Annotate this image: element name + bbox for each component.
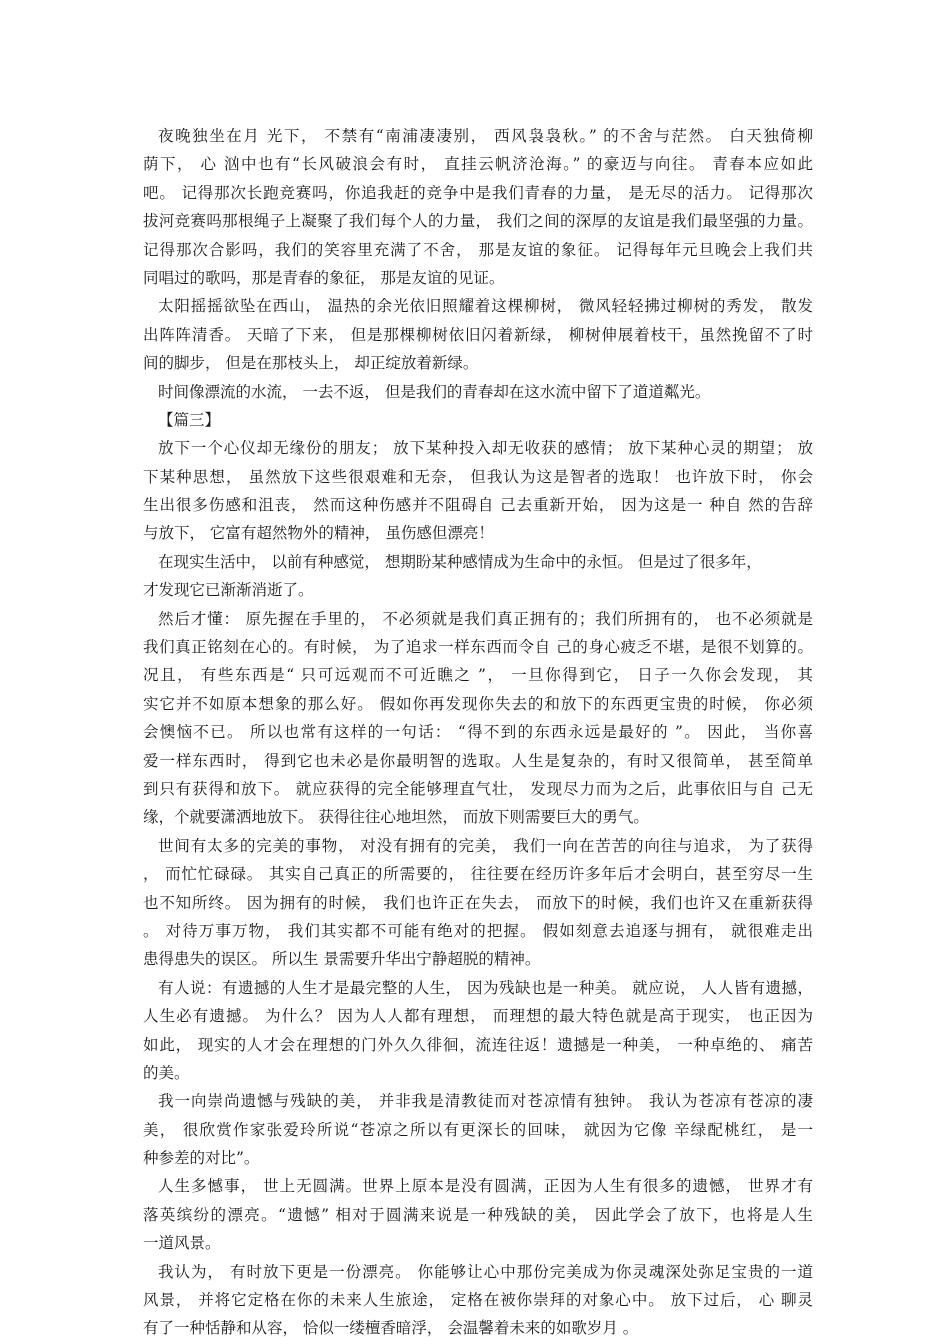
text-line: 落英缤纷的漂亮。“遗憾” 相对于圆满来说是一种残缺的美， 因此学会了放下，也将是人生 — [143, 1205, 813, 1224]
section-heading: 【篇三】 — [158, 410, 221, 429]
text-line: 风景， 并将它定格在你的未来人生旅途， 定格在被你崇拜的对象心中。 放下过后， 心 聊灵 — [143, 1291, 813, 1310]
text-line: 同唱过的歌吗，那是青春的象征， 那是友谊的见证。 — [143, 268, 505, 287]
text-line: 一道风景。 — [143, 1234, 221, 1253]
text-line: 间的脚步， 但是在那枝头上， 却正绽放着新绿。 — [143, 354, 479, 373]
text-line: 夜晚独坐在月 光下， 不禁有“南浦凄凄别， 西风袅袅秋。” 的不舍与茫然。 白天独倚柳 — [158, 127, 813, 145]
text-line: 我认为， 有时放下更是一份漂亮。 你能够让心中那份完美成为你灵魂深处弥足宝贵的一道 — [158, 1262, 813, 1281]
text-line: 的美。 — [143, 1063, 190, 1082]
text-line: 我们真正铭刻在心的。有时候， 为了追求一样东西而令自 己的身心疲乏不堪，是很不划算的。 — [143, 638, 813, 657]
text-line: 况且， 有些东西是“ 只可远观而不可近瞧之 ”， 一旦你得到它， 日子一久你会发现， 其 — [143, 666, 813, 685]
text-line: 美， 很欣赏作家张爱玲所说“苍凉之所以有更深长的回味， 就因为它像 辛绿配桃红， 是一 — [143, 1120, 813, 1139]
text-line: 出阵阵清香。 天暗了下来， 但是那棵柳树依旧闪着新绿， 柳树伸展着枝干，虽然挽留不了时 — [143, 325, 813, 344]
text-line: 才发现它已渐渐消逝了。 — [143, 581, 314, 600]
text-line: 我一向崇尚遗憾与残缺的美， 并非我是清教徒而对苍凉情有独钟。 我认为苍凉有苍凉的凄 — [158, 1092, 813, 1111]
text-line: 爱一样东西时， 得到它也未必是你最明智的选取。人生是复杂的，有时又很简单， 甚至简单 — [143, 751, 813, 770]
text-line: 吧。 记得那次长跑竞赛吗，你追我赶的竞争中是我们青春的力量， 是无尽的活力。 记得那次 — [143, 183, 813, 202]
text-line: 。 对待万事万物， 我们其实都不可能有绝对的把握。 假如刻意去追逐与拥有， 就很难走出 — [143, 921, 813, 940]
text-line: 下某种思想， 虽然放下这些很艰难和无奈， 但我认为这是智者的选取！ 也许放下时， 你会 — [143, 467, 813, 486]
text-line: 时间像漂流的水流， 一去不返， 但是我们的青春却在这水流中留下了道道粼光。 — [158, 382, 711, 401]
text-line: 世间有太多的完美的事物， 对没有拥有的完美， 我们一向在苦苦的向往与追求， 为了获得 — [158, 836, 813, 855]
text-line: 有了一种恬静和从容， 恰似一缕檀香暗浮， 会温馨着未来的如歌岁月 。 — [143, 1319, 639, 1338]
text-line: 人生多憾事， 世上无圆满。世界上原本是没有圆满，正因为人生有很多的遗憾， 世界才有 — [158, 1177, 813, 1196]
text-line: 也不知所终。 因为拥有的时候， 我们也许正在失去， 而放下的时候，我们也许又在重新获得 — [143, 893, 813, 912]
text-line: 太阳摇摇欲坠在西山， 温热的余光依旧照耀着这棵柳树， 微风轻轻拂过柳树的秀发， 散发 — [158, 297, 813, 316]
text-line: ， 而忙忙碌碌。 其实自己真正的所需要的， 往往要在经历许多年后才会明白，甚至穷尽一生 — [143, 865, 813, 884]
text-line: 实它并不如原本想象的那么好。 假如你再发现你失去的和放下的东西更宝贵的时候， 你必须 — [143, 694, 813, 713]
text-line: 放下一个心仪却无缘份的朋友； 放下某种投入却无收获的感情； 放下某种心灵的期望； 放 — [158, 439, 813, 458]
text-line: 患得患失的误区。 所以生 景需要升华出宁静超脱的精神。 — [143, 950, 541, 969]
document-body — [143, 122, 813, 1343]
text-line: 到只有获得和放下。 就应获得的完全能够理直气壮， 发现尽力而为之后，此事依旧与自 己无 — [143, 779, 813, 798]
text-line: 有人说：有遗撼的人生才是最完整的人生， 因为残缺也是一种美。 就应说， 人人皆有遗撼， — [158, 978, 813, 997]
text-line: 如此， 现实的人才会在理想的门外久久徘徊，流连往返！遗撼是一种美， 一种卓绝的、 痛苦 — [143, 1035, 813, 1054]
text-line: 缘，个就要潇洒地放下。 获得往往心地坦然， 而放下则需要巨大的勇气。 — [143, 808, 649, 827]
text-line: 生出很多伤感和沮丧， 然而这种伤感并不阻碍自 己去重新开始， 因为这是一 种自 然的告辞 — [143, 496, 813, 515]
text-line: 记得那次合影吗，我们的笑容里充满了不舍， 那是友谊的象征。 记得每年元旦晚会上我们共 — [143, 240, 813, 259]
text-line: 荫下， 心 汹中也有“长风破浪会有时， 直挂云帆济沧海。” 的豪迈与向往。 青春本应如此 — [143, 155, 813, 174]
text-line: 然后才懂： 原先握在手里的， 不必须就是我们真正拥有的；我们所拥有的， 也不必须就是 — [158, 609, 813, 628]
text-line: 种参差的对比”。 — [143, 1149, 260, 1168]
text-line: 人生必有遗撼。 为什么？ 因为人人都有理想， 而理想的最大特色就是高于现实， 也正因为 — [143, 1007, 813, 1026]
text-line: 拔河竞赛吗那根绳子上凝聚了我们每个人的力量， 我们之间的深厚的友谊是我们最坚强的力量。 — [143, 212, 813, 231]
text-line: 与放下， 它富有超然物外的精神， 虽伤感但漂亮！ — [143, 524, 494, 543]
text-line: 会懊恼不已。 所以也常有这样的一句话： “得不到的东西永远是最好的 ”。 因此， 当你喜 — [143, 723, 813, 742]
text-line: 在现实生活中， 以前有种感觉， 想期盼某种感情成为生命中的永恒。 但是过了很多年， — [158, 552, 762, 571]
